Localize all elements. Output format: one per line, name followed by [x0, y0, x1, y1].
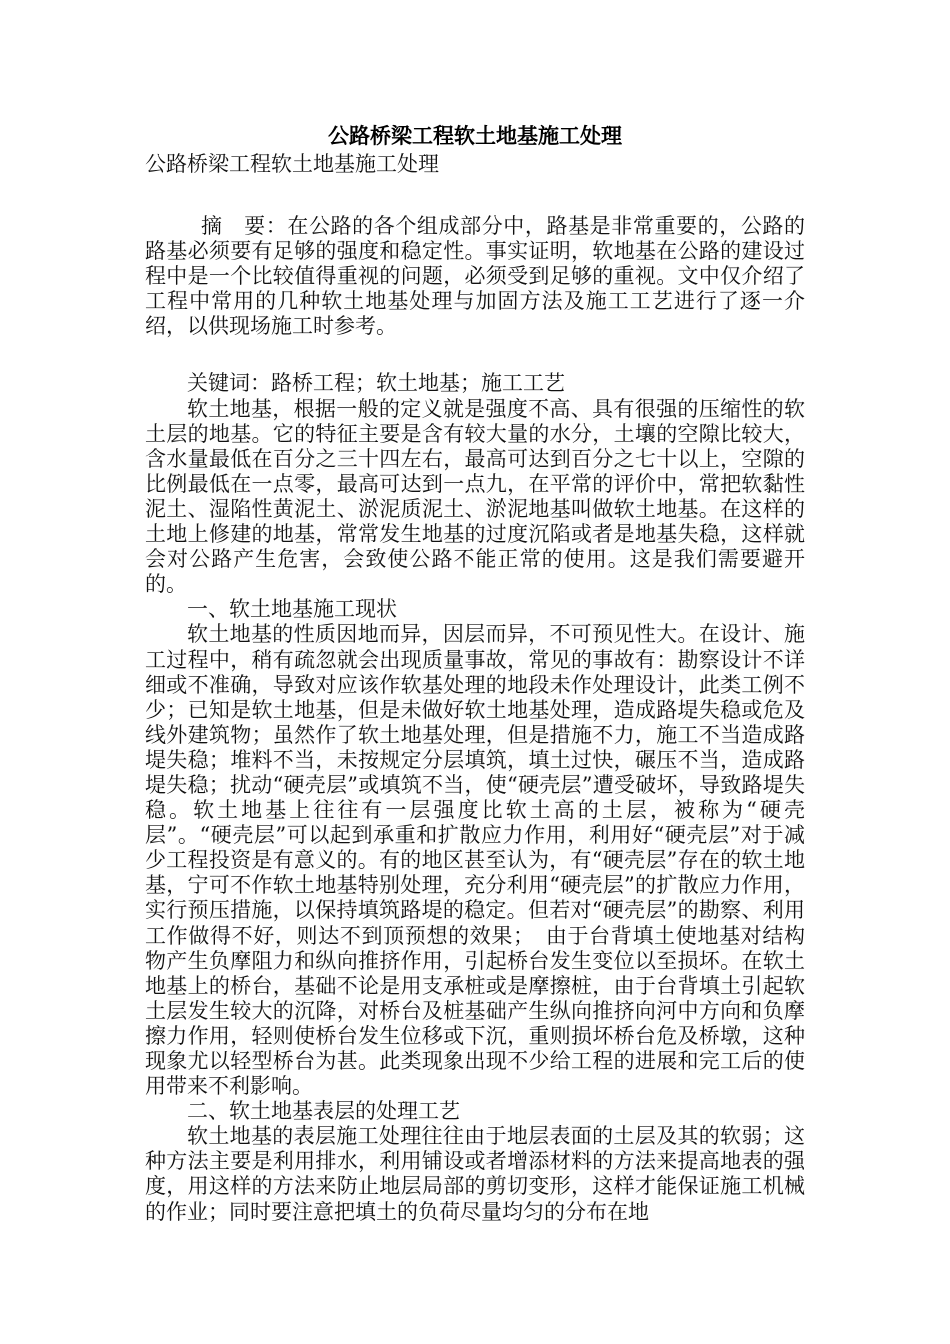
section-heading-2: 二、软土地基表层的处理工艺 — [187, 1099, 460, 1124]
intro-paragraph: 软土地基，根据一般的定义就是强度不高、具有很强的压缩性的软土层的地基。它的特征主要是含有较大量的水分，土壤的空隙比较大，含水量最低在百分之三十四左右，最高可达到百分之七十以上，空隙的比例最低在一点零，最高可达到一点九，在平常的评价中，常把软黏性泥土、湿陷性黄泥土、淤泥质泥土、淤泥地基叫做软土地基。在这样的土地上修建的地基，常常发生地基的过度沉陷或者是地基失稳，这样就会对公路产生危害，会致使公路不能正常的使用。这是我们需要避开的。 — [145, 396, 805, 597]
section-body-1: 软土地基的性质因地而异，因层而异，不可预见性大。在设计、施工过程中，稍有疏忽就会出现质量事故，常见的事故有：勘察设计不详细或不准确，导致对应该作软基处理的地段未作处理设计，此类工例不少；已知是软土地基，但是未做好软土地基处理，造成路堤失稳或危及线外建筑物；虽然作了软土地基处理，但是措施不力，施工不当造成路堤失稳；堆料不当，未按规定分层填筑，填土过快，碾压不当，造成路堤失稳；扰动“硬壳层”或填筑不当，使“硬壳层”遭受破坏，导致路堤失稳。软土地基上往往有一层强度比软土高的土层，被称为“硬壳层”。“硬壳层”可以起到承重和扩散应力作用，利用好“硬壳层”对于减少工程投资是有意义的。有的地区甚至认为，有“硬壳层”存在的软土地基，宁可不作软土地基特别处理，充分利用“硬壳层”的扩散应力作用，实行预压措施，以保持填筑路堤的稳定。但若对“硬壳层”的勘察、利用工作做得不好，则达不到顶预想的效果； 由于台背填土使地基对结构物产生负摩阻力和纵向推挤作用，引起桥台发生变位以至损坏。在软土地基上的桥台，基础不论是用支承桩或是摩擦桩，由于台背填土引起软土层发生较大的沉降，对桥台及桩基础产生纵向推挤向河中方向和负摩擦力作用，轻则使桥台发生位移或下沉，重则损坏桥台危及桥墩，这种现象尤以轻型桥台为甚。此类现象出现不少给工程的进展和完工后的使用带来不利影响。 — [145, 622, 805, 1099]
keywords-line: 关键词：路桥工程；软土地基；施工工艺 — [187, 371, 565, 396]
blank-line — [145, 178, 805, 214]
document-subtitle: 公路桥梁工程软土地基施工处理 — [145, 152, 439, 176]
section-body-2: 软土地基的表层施工处理往往由于地层表面的土层及其的软弱；这种方法主要是利用排水，利用铺设或者增添材料的方法来提高地表的强度，用这样的方法来防止地层局部的剪切变形，这样才能保证施工机械的作业；同时要注意把填土的负荷尽量均匀的分布在地 — [145, 1124, 805, 1224]
document-content — [145, 122, 805, 1225]
document-title: 公路桥梁工程软土地基施工处理 — [328, 123, 622, 148]
section-heading-1: 一、软土地基施工现状 — [187, 597, 397, 622]
blank-line — [145, 339, 805, 371]
abstract-paragraph: 摘 要：在公路的各个组成部分中，路基是非常重要的，公路的路基必须要有足够的强度和稳定性。事实证明，软地基在公路的建设过程中是一个比较值得重视的问题，必须受到足够的重视。文中仅介绍了工程中常用的几种软土地基处理与加固方法及施工工艺进行了逐一介绍，以供现场施工时参考。 — [145, 214, 805, 339]
